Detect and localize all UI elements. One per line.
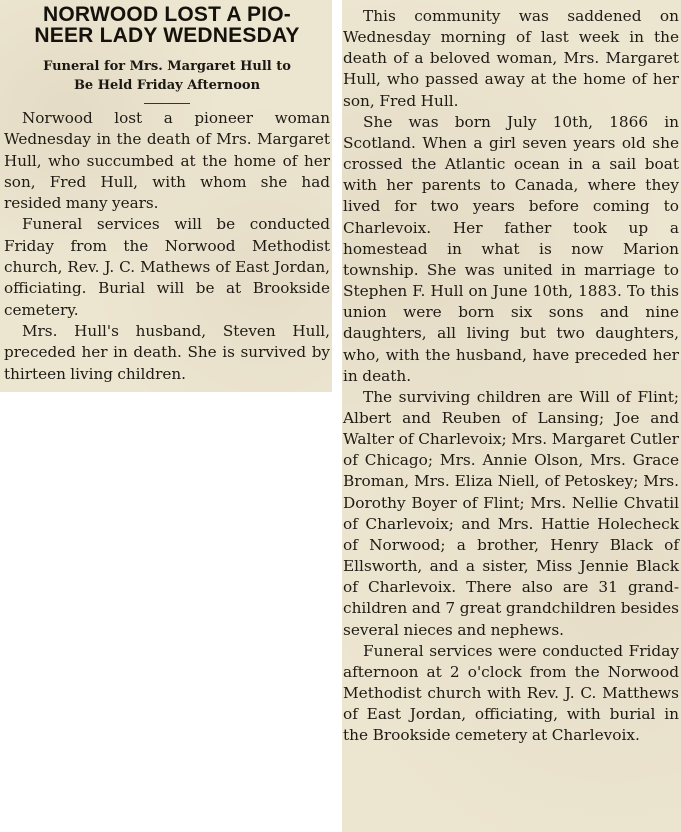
obituary-paragraph: She was born July 10th, 1866 in Scotland. When a girl seven years old she crossed the Atlantic ocean in a sail boat with her parents to Canada, where they lived for two years before coming to Charlevoix. Her father took up a homestead in what is now Marion township. She was united in marriage to Stephen F. Hull on June 10th, 1883. To this union were born six sons and nine daughters, all living but two daughters, who, with the husband, have preceded her in death. <box>343 112 679 385</box>
article-paragraph: Mrs. Hull's husband, Steven Hull, preceded her in death. She is survived by thirteen living children. <box>4 321 330 383</box>
article-paragraph: Funeral services will be conducted Friday from the Norwood Methodist church, Rev. J. C. Mathews of East Jordan, officiating. Burial will be at Brookside cemetery. <box>4 215 330 319</box>
obituary-paragraph: This community was saddened on Wednesday morning of last week in the death of a beloved woman, Mrs. Margaret Hull, who passed away at the home of her son, Fred Hull. <box>343 7 679 110</box>
headline-line-1: NORWOOD LOST A PIO- <box>42 3 292 26</box>
divider-rule <box>144 103 190 104</box>
left-newspaper-clipping <box>0 0 332 392</box>
subheading-line-2: Be Held Friday Afternoon <box>73 78 261 93</box>
obituary-paragraph: Funeral services were conducted Friday afternoon at 2 o'clock from the Norwood Methodist church with Rev. J. C. Matthews of East Jordan, officiating, with burial in the Brookside cemetery at Charlevoix. <box>343 641 679 745</box>
right-newspaper-clipping <box>342 0 681 832</box>
headline-line-2: NEER LADY WEDNESDAY <box>34 24 300 47</box>
subheading <box>4 57 330 95</box>
article-paragraph: Norwood lost a pioneer woman Wednesday in the death of Mrs. Margaret Hull, who succumbed at the home of her son, Fred Hull, with whom she had resided many years. <box>4 109 330 213</box>
obituary-paragraph: The surviving children are Will of Flint; Albert and Reuben of Lansing; Joe and Walter of Charlevoix; Mrs. Margaret Cutler of Chicago; Mrs. Annie Olson, Mrs. Grace Broman, Mrs. Eliza Niell, of Petoskey; Mrs. Dorothy Boyer of Flint; Mrs. Nellie Chvatil of Charlevoix; and Mrs. Hattie Holecheck of Norwood; a brother, Henry Black of Ellsworth, and a sister, Miss Jennie Black of Charlevoix. There also are 31 grandchildren and 7 great grandchildren besides several nieces and nephews. <box>343 387 679 639</box>
subheading-line-1: Funeral for Mrs. Margaret Hull to <box>43 59 291 74</box>
headline <box>4 4 330 46</box>
